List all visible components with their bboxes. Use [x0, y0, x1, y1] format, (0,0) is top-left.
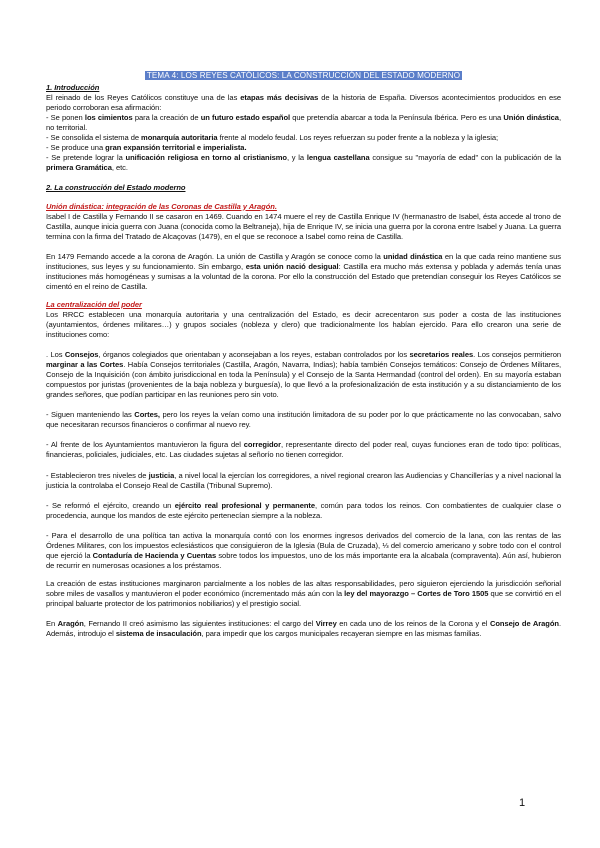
bold-phrase: Virrey — [315, 619, 337, 629]
bold-phrase: justicia — [148, 470, 175, 480]
bold-phrase: los cimientos — [84, 113, 133, 123]
bold-phrase: lengua castellana — [306, 153, 370, 163]
paragraph-ayuntamientos: - Al frente de los Ayuntamientos mantuvieron la figura del corregidor, representante directo del poder real, cuyas funciones eran de todo tipo: políticas, financieras, policiales, judiciales, etc. Las ciudades sujetas al señorío no tienen corregidor. — [46, 440, 562, 460]
bold-phrase: Consejo de Aragón — [489, 619, 559, 629]
paragraph: El reinado de los Reyes Católicos constituye una de las etapas más decisivas de la historia de España. Diversos acontecimientos producidos en ese periodo corroboran esa afirmación: — [46, 93, 562, 113]
bold-phrase: un futuro estado español — [200, 113, 291, 123]
subheading-union-dinastica: Unión dinástica: integración de las Coronas de Castilla y Aragón. — [46, 201, 277, 211]
bullet-item: - Se consolida el sistema de monarquía autoritaria frente al modelo feudal. Los reyes refuerzan su poder frente a la nobleza y la iglesia; — [46, 133, 499, 143]
bold-phrase: etapas más decisivas — [240, 93, 319, 103]
subheading-centralizacion: La centralización del poder — [46, 299, 142, 309]
section-heading-introduccion: 1. Introducción — [46, 83, 100, 93]
paragraph-ejercito: - Se reformó el ejército, creando un ejército real profesional y permanente, común para todos los reinos. Con combatientes de cualquier clase o procedencia, aunque los mandos de este ejército pertenecían siempre a la nobleza. — [46, 500, 561, 520]
bullet-item: - Se pretende lograr la unificación religiosa en torno al cristianismo, y la lengua castellana consigue su "mayoría de edad" con la publicación de la primera Gramática, etc. — [46, 153, 561, 173]
bold-phrase: ejército real profesional y permanente — [174, 500, 316, 510]
paragraph-justicia: - Establecieron tres niveles de justicia, a nivel local la ejercían los corregidores, a nivel regional crearon las Audiencias y Chancillerías y a nivel nacional la justicia la controlaba el Consejo Real de Castilla (Tribunal Supremo). — [46, 470, 561, 490]
bold-phrase: Cortes, — [134, 410, 160, 420]
document-title: TEMA 4: LOS REYES CATÓLICOS: LA CONSTRUCCIÓN DEL ESTADO MODERNO — [146, 71, 461, 80]
bold-phrase: unidad dinástica — [383, 251, 443, 261]
bold-phrase: gran expansión territorial e imperialista. — [105, 143, 247, 153]
paragraph-nobleza: La creación de estas instituciones marginaron parcialmente a los nobles de las altas responsabilidades, pero siguieron ejerciendo la jurisdicción señorial sobre miles de vasallos y mantuvieron el poder económico (incrementado más aún con la ley del mayorazgo – Cortes de Toro 1505 que se convirtió en el principal baluarte protector de los patrimonios nobiliarios) y el prestigio social. — [46, 578, 561, 608]
bold-phrase: primera Gramática — [46, 163, 112, 173]
document-page — [46, 71, 561, 639]
bullet-item: - Se produce una gran expansión territorial e imperialista. — [46, 143, 247, 153]
page-number: 1 — [519, 797, 526, 809]
paragraph-cortes: - Siguen manteniendo las Cortes, pero los reyes la veían como una institución limitadora de su poder por lo que prácticamente no las convocaban, salvo que necesitaran recursos financieros o confirmar al nuevo rey. — [46, 410, 561, 430]
paragraph: En 1479 Fernando accede a la corona de Aragón. La unión de Castilla y Aragón se conoce como la unidad dinástica en la que cada reino mantiene sus instituciones, sus leyes y su funcionamiento. Sin embargo, esta unión nació desigual: Castilla era mucho más extensa y poblada y además tenía unas instituciones más homogéneas y sumisas a la voluntad de la corona. Por ello la construcción del Estado que pretendían conseguir los Reyes Católicos se cimentó en el reino de Castilla. — [46, 251, 562, 291]
bold-phrase: Unión dinástica — [503, 113, 559, 123]
bold-phrase: marginar a las Cortes — [46, 360, 124, 370]
bold-phrase: esta unión nació desigual — [245, 261, 339, 271]
paragraph-hacienda: - Para el desarrollo de una política tan activa la monarquía contó con los enormes ingresos derivados del comercio de la lana, con las rentas de las Órdenes Militares, con los impuestos eclesiásticos que consiguieron de la Iglesia (Bula de Cruzada), ⅓ del comercio americano y sobre todo con el control que ejerció la Contaduría de Hacienda y Cuentas sobre todos los impuestos, uno de los más importante era la alcabala (compraventa). Aún así, hubieron de recurrir en numerosas ocasiones a los préstamos. — [46, 530, 561, 570]
paragraph-aragon: En Aragón, Fernando II creó asimismo las siguientes instituciones: el cargo del Virrey en cada uno de los reinos de la Corona y el Consejo de Aragón. Además, introdujo el sistema de insaculación, para impedir que los cargos municipales recayeran siempre en las mismas familias. — [46, 619, 561, 639]
bold-phrase: Aragón — [57, 619, 84, 629]
bold-phrase: Contaduría de Hacienda y Cuentas — [92, 550, 217, 560]
paragraph: Los RRCC establecen una monarquía autoritaria y una centralización del Estado, es decir acrecentaron sus poder a costa de las instituciones (ayuntamientos, órdenes militares…) y grupos sociales (nobleza y clero) que tradicionalmente los habían ejercido. Para ello crearon una serie de instituciones como: — [46, 309, 561, 340]
bold-phrase: unificación religiosa en torno al cristianismo — [125, 153, 287, 163]
bold-phrase: monarquía autoritaria — [141, 133, 218, 143]
paragraph-consejos: . Los Consejos, órganos colegiados que orientaban y aconsejaban a los reyes, estaban controlados por los secretarios reales. Los consejos permitieron marginar a las Cortes. Había Consejos territoriales (Castilla, Aragón, Navarra, Indias); había también Consejos temáticos: Consejo de Órdenes Militares, Consejo de la Inquisición (con ámbito jurisdiccional en toda la Península) y el Consejo de la Santa Hermandad (control del orden). En su mayoría estaban compuestos por juristas (provenientes de la baja nobleza y burguesía), lo que llevó a la profesionalización de esta institución y a su distanciamiento de los grandes señores, que podían participar en las reuniones pero sin voto. — [46, 350, 562, 400]
bullet-item: - Se ponen los cimientos para la creación de un futuro estado español que pretendía abarcar a toda la Península Ibérica. Pero es una Unión dinástica, no territorial. — [46, 113, 561, 133]
bold-phrase: sistema de insaculación — [115, 629, 202, 639]
bold-phrase: secretarios reales — [409, 350, 474, 360]
bold-phrase: ley del mayorazgo – Cortes de Toro 1505 — [344, 588, 489, 598]
bold-phrase: corregidor — [243, 440, 282, 450]
bold-phrase: Consejos — [64, 350, 99, 360]
section-heading-estado-moderno: 2. La construcción del Estado moderno — [46, 183, 186, 193]
paragraph: Isabel I de Castilla y Fernando II se casaron en 1469. Cuando en 1474 muere el rey de Castilla Enrique IV (hermanastro de Isabel, ésta accede al trono de Castilla, aunque inicia guerra con Juana (conocida como la Beltraneja), hija de Enrique IV, se inicia una guerra por la corona entre Isabel y Juana. La guerra termina con la firma del Tratado de Alcaçovas (1479), en el que se reconoce a Isabel como reina de Castilla. — [46, 211, 561, 241]
